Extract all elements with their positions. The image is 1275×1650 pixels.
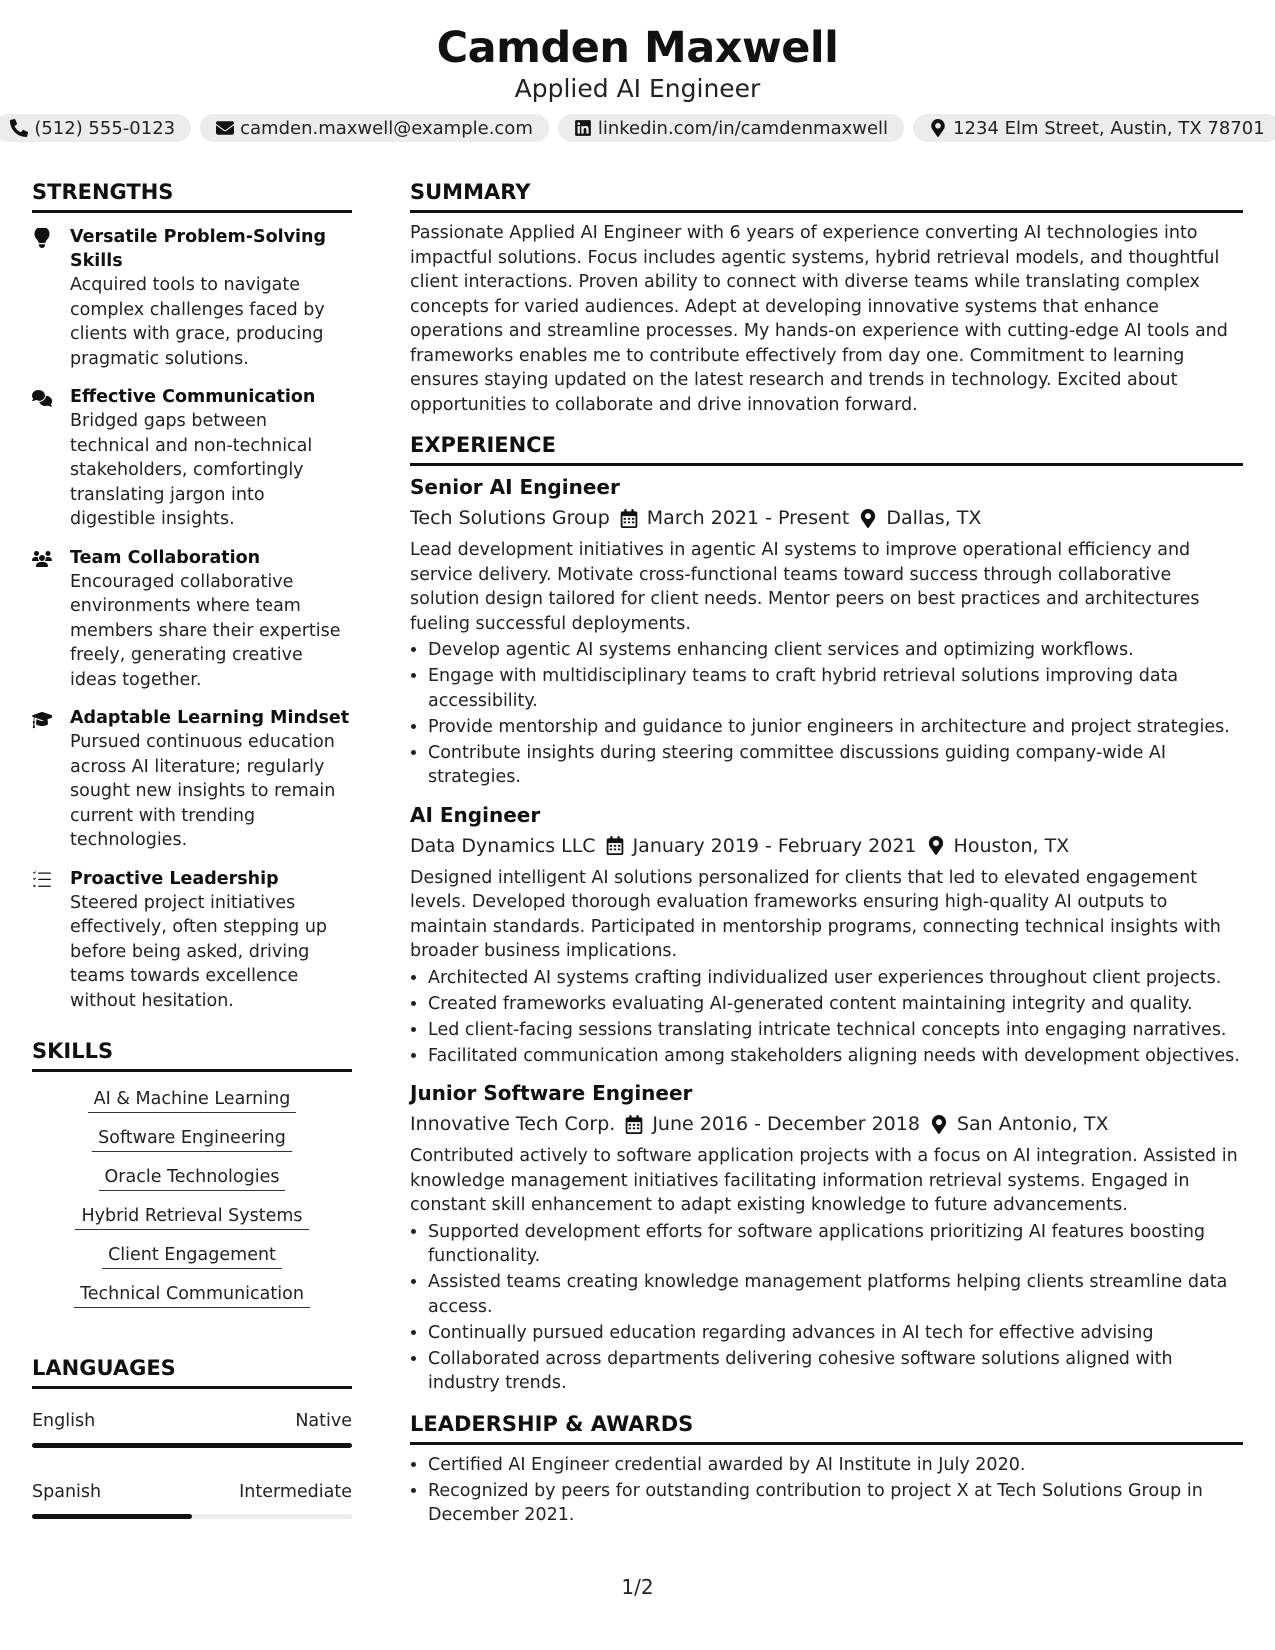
lightbulb-icon (32, 228, 52, 248)
right-column (410, 180, 1243, 1529)
strength-item (32, 385, 352, 532)
job-location: Dallas, TX (886, 507, 982, 529)
address-text: 1234 Elm Street, Austin, TX 78701 (953, 117, 1265, 139)
job-bullet: • Contribute insights during steering committee discussions guiding company-wide AI strategies. (428, 741, 1243, 790)
language-level: Native (295, 1411, 352, 1431)
map-pin-icon (927, 836, 945, 855)
skill-tag: AI & Machine Learning (88, 1089, 297, 1113)
contact-address[interactable] (913, 114, 1275, 142)
contact-linkedin[interactable] (558, 114, 904, 142)
job-company: Innovative Tech Corp. (410, 1113, 616, 1135)
job-description: Lead development initiatives in agentic AI systems to improve operational efficiency and service delivery. Motivate cross-functional teams toward success through collaborative solution design tailored for client needs. Mentor peers on best practices and architectures fueling successful deployments. (410, 540, 1200, 634)
job-dates: January 2019 - February 2021 (632, 834, 917, 857)
skill-tag: Client Engagement (102, 1245, 282, 1269)
strength-title: Adaptable Learning Mindset (70, 708, 350, 728)
job-bullet: • Assisted teams creating knowledge management platforms helping clients streamline data access. (428, 1270, 1243, 1319)
experience-heading: EXPERIENCE (410, 433, 1243, 466)
job-description: Contributed actively to software application projects with a focus on AI integration. Assisted in knowledge management initiatives facilitating information retrieval systems. Engaged in constant skill enhancement to adapt existing knowledge to future advancements. (410, 1146, 1238, 1215)
strength-desc: Steered project initiatives effectively, often stepping up before being asked, driving teams towards excellence without hesitation. (70, 892, 328, 1011)
job-entry (410, 1080, 1243, 1396)
job-bullets (410, 1220, 1243, 1396)
job-bullet: • Develop agentic AI systems enhancing client services and optimizing workflows. (428, 638, 1243, 663)
calendar-icon (625, 1115, 643, 1134)
strength-desc: Acquired tools to navigate complex challenges faced by clients with grace, producing pragmatic solutions. (70, 275, 325, 369)
job-company: Data Dynamics LLC (410, 834, 596, 857)
users-icon (32, 549, 52, 569)
job-bullets (410, 966, 1243, 1069)
language-item (32, 1411, 352, 1448)
phone-text: (512) 555-0123 (34, 117, 176, 139)
candidate-title: Applied AI Engineer (514, 74, 761, 103)
job-bullet: • Continually pursued education regarding advances in AI tech for effective advising (428, 1321, 1243, 1346)
candidate-name: Camden Maxwell (436, 23, 839, 73)
strength-item (32, 867, 352, 1014)
language-proficiency-bar (32, 1514, 352, 1519)
strength-item (32, 546, 352, 693)
strength-desc: Bridged gaps between technical and non-technical stakeholders, comfortingly translating jargon into digestible insights. (70, 411, 313, 529)
job-bullet: • Supported development efforts for software applications prioritizing AI features boosting functionality. (428, 1220, 1243, 1269)
strength-item (32, 706, 352, 853)
language-name: English (32, 1411, 96, 1431)
proficiency-fill (32, 1443, 352, 1448)
job-title: Junior Software Engineer (410, 1081, 693, 1105)
page-number: 1/2 (621, 1575, 654, 1599)
strength-title: Versatile Problem-Solving Skills (70, 227, 327, 271)
languages-heading: LANGUAGES (32, 1356, 352, 1389)
resume-header (0, 22, 1275, 104)
job-company: Tech Solutions Group (410, 507, 610, 529)
language-name: Spanish (32, 1482, 102, 1502)
calendar-icon (620, 509, 638, 528)
language-proficiency-bar (32, 1443, 352, 1448)
job-title: AI Engineer (410, 802, 541, 827)
map-pin-icon (930, 1115, 948, 1134)
phone-icon (10, 119, 28, 137)
skill-tag: Oracle Technologies (99, 1167, 286, 1191)
strength-item (32, 225, 352, 371)
contact-bar (0, 114, 1275, 142)
awards-list (410, 1453, 1243, 1528)
email-text: camden.maxwell@example.com (240, 117, 533, 139)
map-pin-icon (859, 509, 877, 528)
job-location: Houston, TX (953, 834, 1070, 857)
contact-email[interactable] (200, 114, 549, 142)
language-item (32, 1482, 352, 1519)
task-list-icon (32, 870, 52, 890)
job-bullet: • Facilitated communication among stakeholders aligning needs with development objectives. (428, 1044, 1243, 1069)
job-bullet: • Created frameworks evaluating AI-generated content maintaining integrity and quality. (428, 992, 1243, 1017)
contact-phone[interactable] (0, 114, 191, 142)
job-location: San Antonio, TX (956, 1113, 1109, 1135)
summary-heading: SUMMARY (410, 180, 1243, 213)
proficiency-fill (32, 1514, 192, 1519)
calendar-icon (606, 836, 624, 855)
job-bullet: • Provide mentorship and guidance to junior engineers in architecture and project strategies. (428, 715, 1243, 740)
strength-title: Proactive Leadership (70, 868, 279, 889)
left-column (32, 180, 352, 1519)
comments-icon (32, 388, 52, 408)
linkedin-text: linkedin.com/in/camdenmaxwell (597, 117, 889, 139)
job-bullets (410, 638, 1243, 790)
job-description: Designed intelligent AI solutions personalized for clients that led to elevated engagement levels. Developed thorough evaluation frameworks ensuring high-quality AI outputs to maintain standards. Participated in mentorship programs, connecting technical insights with broader business implications. (410, 867, 1221, 961)
job-title: Senior AI Engineer (410, 475, 620, 499)
job-bullet: • Engage with multidisciplinary teams to craft hybrid retrieval solutions improving data accessibility. (428, 664, 1243, 713)
map-pin-icon (929, 119, 947, 137)
skill-tag: Software Engineering (92, 1128, 292, 1152)
job-dates: March 2021 - Present (646, 507, 850, 529)
envelope-icon (216, 119, 234, 137)
job-entry (410, 802, 1243, 1069)
skills-list (32, 1082, 352, 1316)
skills-heading: SKILLS (32, 1039, 352, 1072)
skill-tag: Hybrid Retrieval Systems (75, 1206, 308, 1230)
strength-title: Team Collaboration (70, 547, 261, 568)
job-entry (410, 474, 1243, 790)
job-bullet: • Collaborated across departments delivering cohesive software solutions aligned with industry trends. (428, 1347, 1243, 1396)
award-item: • Recognized by peers for outstanding contribution to project X at Tech Solutions Group in December 2021. (428, 1479, 1243, 1528)
award-item: • Certified AI Engineer credential awarded by AI Institute in July 2020. (428, 1453, 1243, 1478)
strengths-heading: STRENGTHS (32, 180, 352, 213)
awards-heading: LEADERSHIP & AWARDS (410, 1412, 1243, 1445)
skill-tag: Technical Communication (74, 1284, 310, 1308)
strength-title: Effective Communication (70, 387, 316, 407)
job-dates: June 2016 - December 2018 (652, 1113, 920, 1135)
language-level: Intermediate (239, 1482, 352, 1502)
summary-text: Passionate Applied AI Engineer with 6 years of experience converting AI technologies into impactful solutions. Focus includes agentic systems, hybrid retrieval models, and thoughtful client interactions. Proven ability to connect with diverse teams while translating complex concepts for varied audiences. Adept at developing innovative systems that enhance operations and streamline processes. My hands-on experience with cutting-edge AI tools and frameworks enables me to contribute effectively from day one. Commitment to learning ensures staying updated on the latest research and trends in technology. Excited about opportunities to collaborate and drive innovation forward. (410, 223, 1228, 415)
strength-desc: Pursued continuous education across AI literature; regularly sought new insights to remain current with trending technologies. (70, 732, 336, 850)
job-bullet: • Led client-facing sessions translating intricate technical concepts into engaging narratives. (428, 1018, 1243, 1043)
job-bullet: • Architected AI systems crafting individualized user experiences throughout client projects. (428, 966, 1243, 991)
graduation-cap-icon (32, 709, 52, 729)
linkedin-icon (574, 119, 592, 137)
strength-desc: Encouraged collaborative environments where team members share their expertise freely, generating creative ideas together. (70, 571, 341, 690)
